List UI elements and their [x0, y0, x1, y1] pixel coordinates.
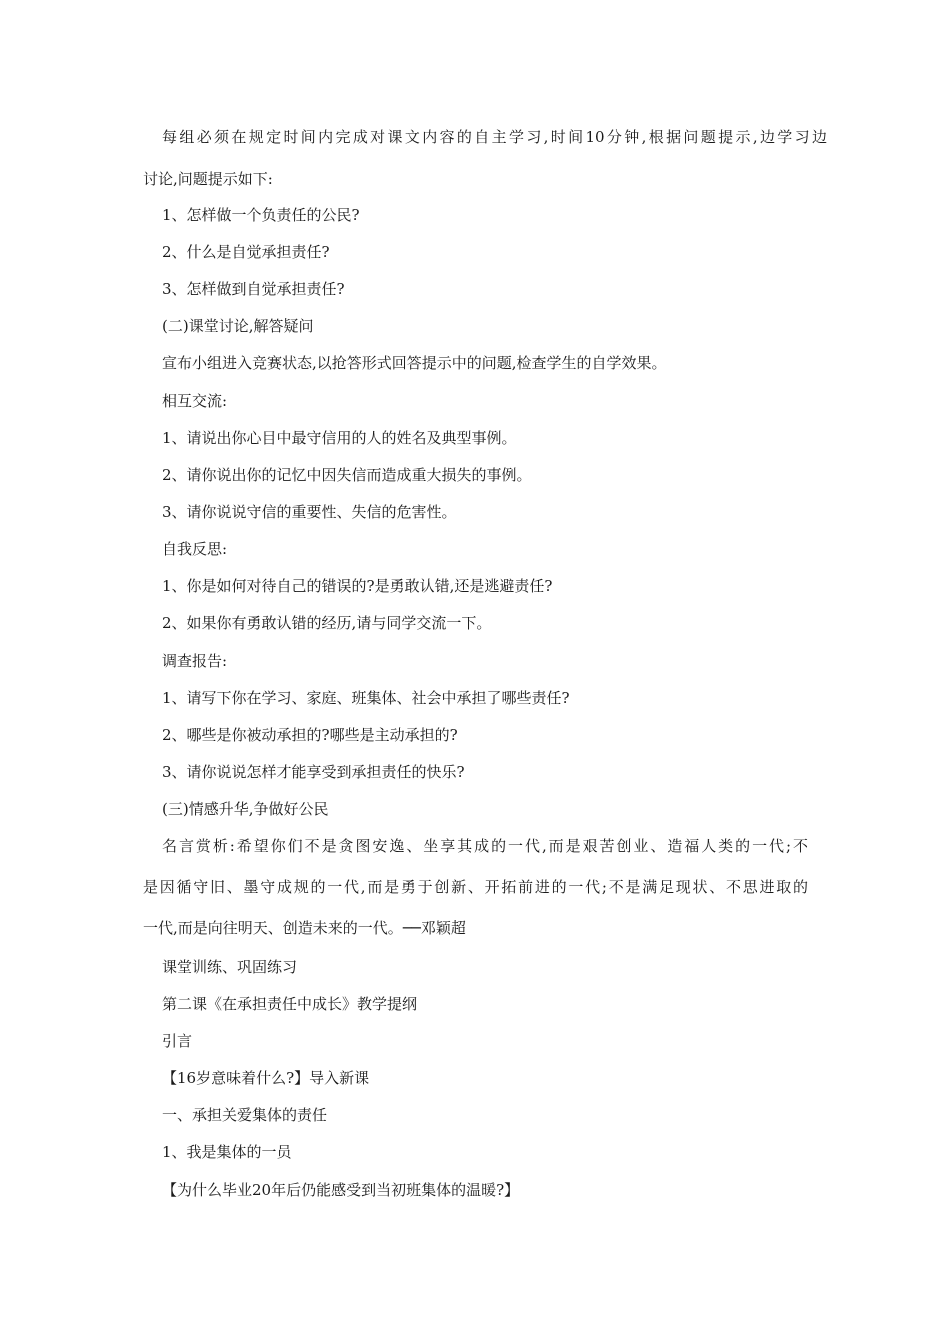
list-item: 2、请你说出你的记忆中因失信而造成重大损失的事例。: [162, 466, 532, 484]
paragraph-line: 宣布小组进入竞赛状态,以抢答形式回答提示中的问题,检查学生的自学效果。: [162, 354, 667, 372]
list-item: 3、请你说说守信的重要性、失信的危害性。: [162, 503, 457, 521]
list-item: 2、哪些是你被动承担的?哪些是主动承担的?: [162, 726, 458, 744]
list-item: 3、怎样做到自觉承担责任?: [162, 280, 345, 298]
section-heading: 一、承担关爱集体的责任: [162, 1106, 328, 1124]
list-item: 2、什么是自觉承担责任?: [162, 243, 330, 261]
paragraph-line: 每组必须在规定时间内完成对课文内容的自主学习,时间10分钟,根据问题提示,边学习边: [162, 128, 827, 146]
subheading: 引言: [162, 1032, 193, 1050]
list-item: 1、你是如何对待自己的错误的?是勇敢认错,还是逃避责任?: [162, 577, 553, 595]
paragraph-line: 【16岁意味着什么?】导入新课: [162, 1069, 370, 1087]
quote-line: 名言赏析:希望你们不是贪图安逸、坐享其成的一代,而是艰苦创业、造福人类的一代;不: [162, 837, 808, 855]
subheading: 自我反思:: [162, 540, 228, 558]
section-heading: 第二课《在承担责任中成长》教学提纲: [162, 995, 418, 1013]
subheading: 相互交流:: [162, 392, 228, 410]
list-item: 1、怎样做一个负责任的公民?: [162, 206, 360, 224]
quote-line: 一代,而是向往明天、创造未来的一代。──邓颖超: [143, 919, 466, 937]
quote-line: 是因循守旧、墨守成规的一代,而是勇于创新、开拓前进的一代;不是满足现状、不思进取的: [143, 878, 808, 896]
section-heading: (三)情感升华,争做好公民: [162, 800, 329, 818]
subheading: 1、我是集体的一员: [162, 1143, 292, 1161]
list-item: 1、请写下你在学习、家庭、班集体、社会中承担了哪些责任?: [162, 689, 570, 707]
paragraph-line: 课堂训练、巩固练习: [162, 958, 298, 976]
paragraph-line: 【为什么毕业20年后仍能感受到当初班集体的温暖?】: [162, 1181, 520, 1199]
list-item: 2、如果你有勇敢认错的经历,请与同学交流一下。: [162, 614, 492, 632]
section-heading: (二)课堂讨论,解答疑问: [162, 317, 314, 335]
subheading: 调查报告:: [162, 652, 228, 670]
list-item: 1、请说出你心目中最守信用的人的姓名及典型事例。: [162, 429, 517, 447]
list-item: 3、请你说说怎样才能享受到承担责任的快乐?: [162, 763, 465, 781]
paragraph-line: 讨论,问题提示如下:: [143, 170, 273, 188]
